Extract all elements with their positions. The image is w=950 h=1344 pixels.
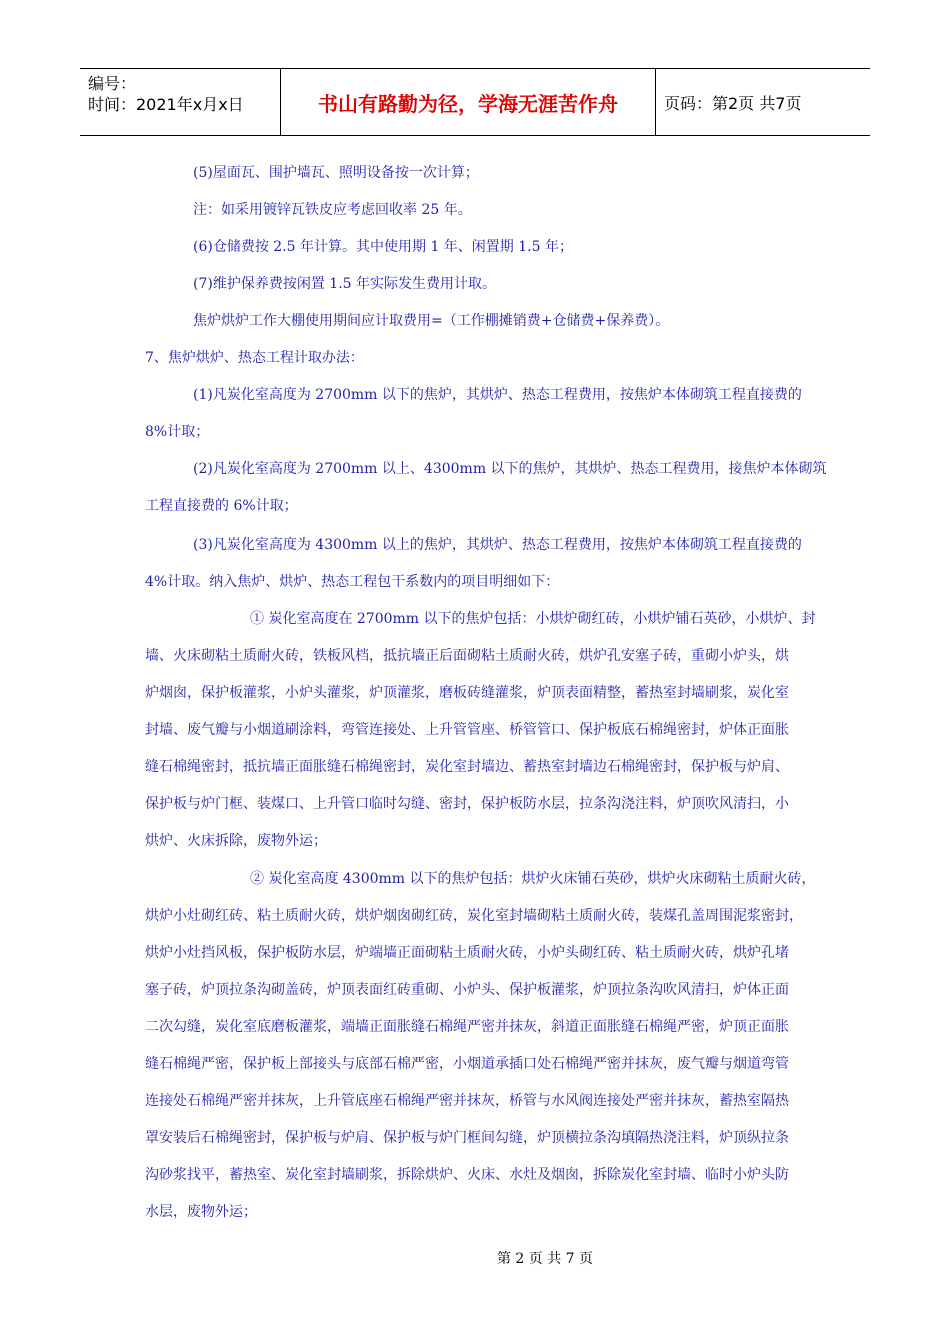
text-line: ① 炭化室高度在 2700mm 以下的焦炉包括：小烘炉砌红砖，小烘炉铺石英砂，小烘炉、封: [250, 611, 816, 627]
text-line: 焦炉烘炉工作大棚使用期间应计取费用=（工作棚摊销费+仓储费+保养费）。: [193, 313, 670, 329]
text-line: 封墙、废气瓣与小烟道刷涂料，弯管连接处、上升管管座、桥管管口、保护板底石棉绳密封，炉体正面胀: [145, 722, 789, 738]
text-line: 罩安装后石棉绳密封，保护板与炉肩、保护板与炉门框间勾缝，炉顶横拉条沟填隔热浇注料，炉顶纵拉条: [145, 1130, 789, 1146]
header-page-info: 页码：第2页 共7页: [664, 93, 802, 113]
text-line: 炉烟囱，保护板灌浆，小炉头灌浆，炉顶灌浆，磨板砖缝灌浆，炉顶表面精整，蓄热室封墙刷浆，炭化室: [145, 685, 789, 701]
text-line: (3)凡炭化室高度为 4300mm 以上的焦炉，其烘炉、热态工程费用，按焦炉本体砌筑工程直接费的: [193, 537, 802, 553]
text-line: 烘炉小灶砌红砖、粘土质耐火砖，烘炉烟囱砌红砖，炭化室封墙砌粘土质耐火砖，装煤孔盖周围泥浆密封，: [145, 908, 803, 924]
text-line: 8%计取；: [145, 424, 210, 440]
text-line: 注：如采用镀锌瓦铁皮应考虑回收率 25 年。: [193, 202, 472, 218]
text-line: 缝石棉绳密封，抵抗墙正面胀缝石棉绳密封，炭化室封墙边、蓄热室封墙边石棉绳密封，保护板与炉肩、: [145, 759, 789, 775]
text-line: 保护板与炉门框、装煤口、上升管口临时勾缝、密封，保护板防水层，拉条沟浇注料，炉顶吹风清扫，小: [145, 796, 789, 812]
text-line: 缝石棉绳严密，保护板上部接头与底部石棉严密，小烟道承插口处石棉绳严密并抹灰，废气瓣与烟道弯管: [145, 1056, 789, 1072]
text-line: (6)仓储费按 2.5 年计算。其中使用期 1 年、闲置期 1.5 年；: [193, 239, 573, 255]
text-line: 墙、火床砌粘土质耐火砖，铁板风档，抵抗墙正后面砌粘土质耐火砖，烘炉孔安塞子砖，重砌小炉头，烘: [145, 648, 789, 664]
code-label: 编号：: [88, 74, 137, 93]
text-line: 塞子砖，炉顶拉条沟砌盖砖，炉顶表面红砖重砌、小炉头、保护板灌浆，炉顶拉条沟吹风清扫，炉体正面: [145, 982, 789, 998]
text-line: ② 炭化室高度 4300mm 以下的焦炉包括：烘炉火床铺石英砂，烘炉火床砌粘土质耐火砖，: [250, 871, 816, 887]
time-label: 时间：2021年x月x日: [88, 95, 244, 114]
text-line: (1)凡炭化室高度为 2700mm 以下的焦炉，其烘炉、热态工程费用，按焦炉本体砌筑工程直接费的: [193, 387, 802, 403]
text-line: 沟砂浆找平，蓄热室、炭化室封墙刷浆，拆除烘炉、火床、水灶及烟囱，拆除炭化室封墙、临时小炉头防: [145, 1167, 789, 1183]
text-line: (5)屋面瓦、围护墙瓦、照明设备按一次计算；: [193, 165, 479, 181]
text-line: 水层，废物外运；: [145, 1204, 257, 1220]
text-line: 工程直接费的 6%计取；: [145, 498, 298, 514]
text-line: (2)凡炭化室高度为 2700mm 以上、4300mm 以下的焦炉，其烘炉、热态工程费用，接焦炉本体砌筑: [193, 461, 827, 477]
section-heading: 7、焦炉烘炉、热态工程计取办法：: [145, 350, 364, 366]
text-line: 烘炉、火床拆除，废物外运；: [145, 833, 327, 849]
text-line: 二次勾缝，炭化室底磨板灌浆，端墙正面胀缝石棉绳严密并抹灰，斜道正面胀缝石棉绳严密，炉顶正面胀: [145, 1019, 789, 1035]
text-line: 连接处石棉绳严密并抹灰，上升管底座石棉绳严密并抹灰，桥管与水风阀连接处严密并抹灰，蓄热室隔热: [145, 1093, 789, 1109]
text-line: (7)维护保养费按闲置 1.5 年实际发生费用计取。: [193, 276, 496, 292]
page-footer: 第 2 页 共 7 页: [496, 1251, 594, 1267]
page-header: [80, 68, 870, 136]
header-motto: 书山有路勤为径，学海无涯苦作舟: [281, 69, 656, 135]
text-line: 4%计取。纳入焦炉、烘炉、热态工程包干系数内的项目明细如下：: [145, 574, 560, 590]
header-meta: [80, 69, 281, 135]
text-line: 烘炉小灶挡风板，保护板防水层，炉端墙正面砌粘土质耐火砖，小炉头砌红砖、粘土质耐火砖，烘炉孔堵: [145, 945, 789, 961]
